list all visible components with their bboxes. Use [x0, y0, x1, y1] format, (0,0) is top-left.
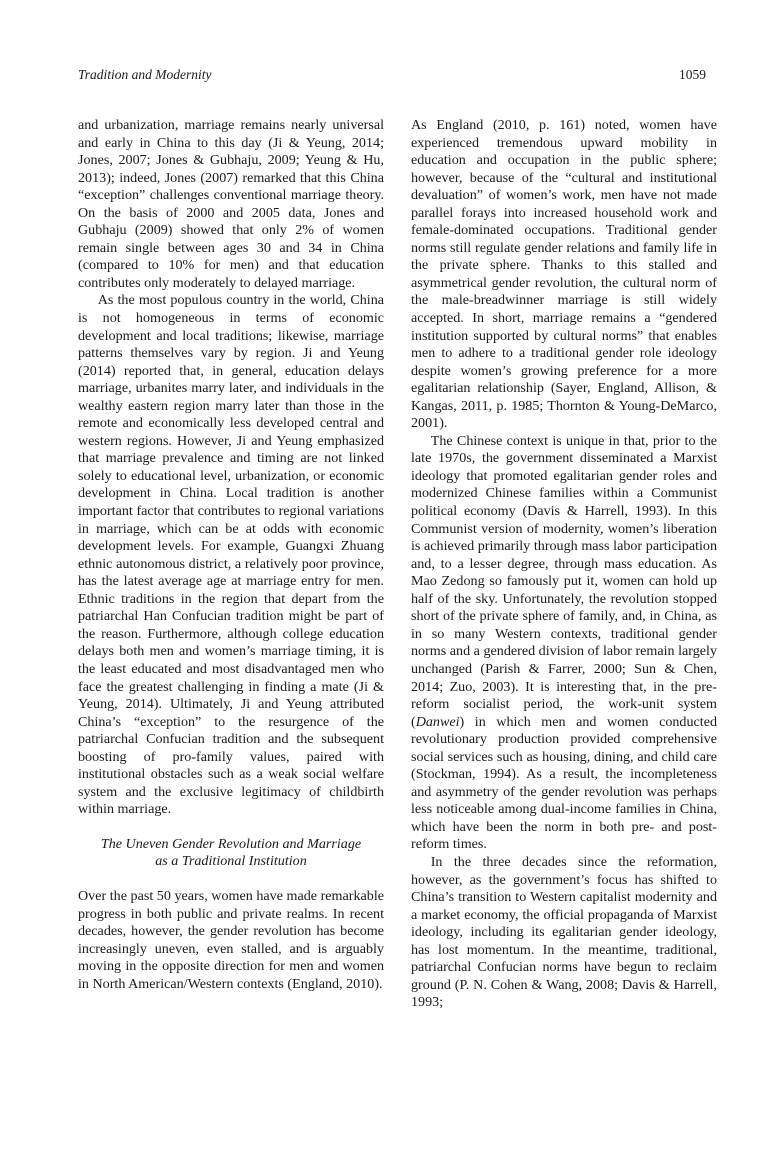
section-heading-line-1: The Uneven Gender Revolution and Marriage — [100, 835, 362, 852]
page-number: 1059 — [679, 67, 706, 82]
left-paragraph-1: and urbanization, marriage remains nearly universal and early in China to this day (Ji & Yeung, 2014; Jones, 2007; Jones & Gubhaju, 2009; Yeung & Hu, 2013); indeed, Jones (2007) remarked that this China “exception” challenges conventional marriage theory. On the basis of 2000 and 2005 data, Jones and Gubhaju (2009) showed that only 2% of women remain single between ages 30 and 34 in China (compared to 10% for men) and that education contributes only moderately to delayed marriage. — [78, 117, 384, 291]
running-head-title: Tradition and Modernity — [78, 67, 212, 82]
running-head — [78, 66, 706, 84]
danwei-term: Danwei — [415, 713, 460, 730]
right-paragraph-2-part-1: The Chinese context is unique in that, prior to the late 1970s, the government disseminated a Marxist ideology that promoted egalitarian gender roles and modernized Chinese families within a Communist political economy (Davis & Harrell, 1993). In this Communist version of modernity, women’s liberation is achieved primarily through mass labor participation and, to a lesser degree, through mass education. As Mao Zedong so famously put it, women can hold up half of the sky. Unfortunately, the revolution stopped short of the private sphere of family, and, in China, as in so many Western contexts, traditional gender norms and a gendered division of labor remain largely unchanged (Parish & Farrer, 2000; Sun & Chen, 2014; Zuo, 2003). It is interesting that, in the pre-reform socialist period, the work-unit system ( — [411, 432, 717, 730]
section-heading — [78, 836, 384, 871]
right-paragraph-2 — [411, 433, 717, 854]
section-heading-line-2: as a Traditional Institution — [155, 853, 307, 870]
left-paragraph-3: Over the past 50 years, women have made remarkable progress in both public and private realms. In recent decades, however, the gender revolution has become increasingly uneven, even stalled, and is arguably moving in the opposite direction for men and women in North American/Western contexts (England, 2010). — [78, 887, 384, 992]
right-paragraph-3: In the three decades since the reformation, however, as the government’s focus has shifted to China’s transition to Western capitalist modernity and a market economy, the official propaganda of Marxist ideology, including its egalitarian gender ideology, has lost momentum. In the meantime, traditional, patriarchal Confucian norms have begun to reclaim ground (P. N. Cohen & Wang, 2008; Davis & Harrell, 1993; — [411, 853, 717, 1011]
right-paragraph-2-part-2: ) in which men and women conducted revolutionary production provided comprehensive social services such as housing, dining, and child care (Stockman, 1994). As a result, the incompleteness and asymmetry of the gender revolution was perhaps less noticeable among dual-income families in China, which have been the norm in both pre- and post-reform times. — [411, 713, 717, 853]
left-column — [78, 117, 384, 993]
right-paragraph-1: As England (2010, p. 161) noted, women have experienced tremendous upward mobility in education and occupation in the public sphere; however, because of the “cultural and institutional devaluation” of women’s work, men have not made parallel forays into increased household work and female-dominated occupations. Traditional gender norms still regulate gender relations and family life in the private sphere. Thanks to this stalled and asymmetrical gender revolution, the cultural norm of the male-breadwinner marriage is still widely accepted. In short, marriage remains a “gendered institution supported by cultural norms” that enables men to adhere to a traditional gender role ideology despite women’s growing preference for a more egalitarian relationship (Sayer, England, Allison, & Kangas, 2011, p. 1985; Thornton & Young-DeMarco, 2001). — [411, 117, 717, 432]
right-column — [411, 117, 717, 1012]
left-paragraph-2: As the most populous country in the world, China is not homogeneous in terms of economic development and local traditions; likewise, marriage patterns themselves vary by region. Ji and Yeung (2014) reported that, in general, education delays marriage, urbanites marry later, and individuals in the wealthy eastern region marry later than those in the remote and economically less developed central and western regions. However, Ji and Yeung emphasized that marriage prevalence and timing are not linked solely to educational level, urbanization, or economic development in China. Local tradition is another important factor that contributes to regional variations in marriage, which can be at odds with economic development levels. For example, Guangxi Zhuang ethnic autonomous district, a relatively poor province, has the latest average age at marriage entry for men. Ethnic traditions in the region that depart from the patriarchal Han Confucian tradition might be part of the reason. Furthermore, although college education delays both men and women’s marriage timing, it is the least educated and most disadvantaged men who face the greatest challenging in finding a mate (Ji & Yeung, 2014). Ultimately, Ji and Yeung attributed China’s “exception” to the resurgence of the patriarchal Confucian tradition and the subsequent boosting of pro-family values, paired with institutional obstacles such as a weak social welfare system and the exclusive legitimacy of childbirth within marriage. — [78, 292, 384, 818]
